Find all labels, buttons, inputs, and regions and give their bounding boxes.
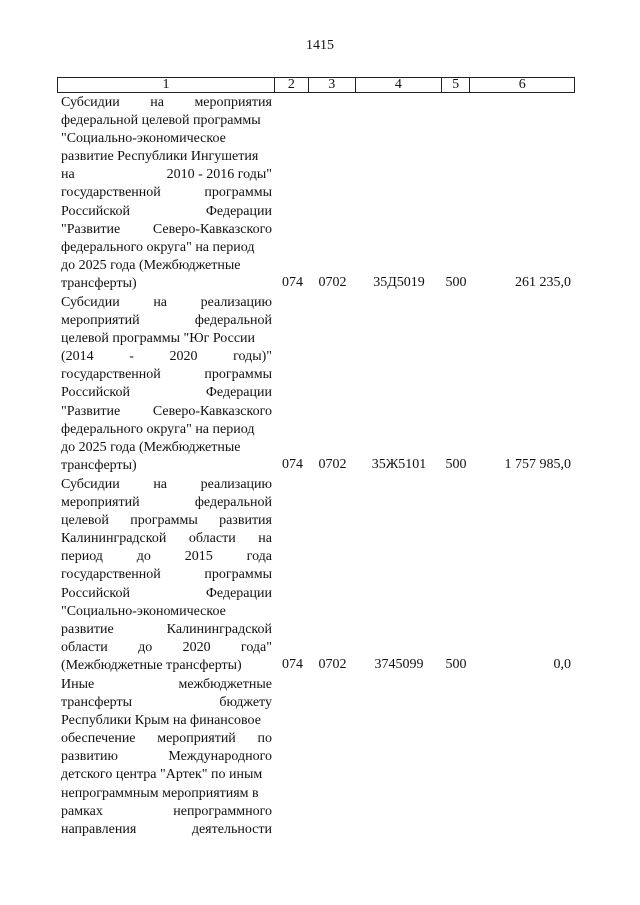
description-line [61,403,272,421]
description-word: обеспечение [61,731,136,747]
description-word: государственной [61,185,161,201]
amount-value: 0,0 [553,657,571,672]
description-line [61,766,272,784]
description-line [61,785,272,803]
description-line [61,530,272,548]
description-line [61,239,272,257]
description-word: деятельности [191,821,272,837]
description-line [61,330,272,348]
description-word: "Развитие [61,221,121,237]
description-line [61,512,272,530]
description-line [61,312,272,330]
description-word: по [257,731,272,747]
description-word: программы [204,185,272,201]
description-line [61,348,272,366]
description-word: 2020 [169,349,198,365]
description-line [61,421,272,439]
description-line [61,275,272,293]
description-word: области [188,531,236,547]
description-word: 2015 [184,549,213,565]
description-word: (Межбюджетные трансферты) [61,657,242,673]
row-description [61,294,272,475]
description-line [61,476,272,494]
description-line [61,712,272,730]
description-word: годы)" [233,349,272,365]
description-word: мероприятий [157,731,236,747]
description-word: мероприятия [194,95,272,110]
target-code: 35Ж5101 [371,456,427,472]
description-word: Субсидии [61,295,120,310]
description-line [61,384,272,402]
description-word: государственной [61,567,161,583]
target-code: 35Д5019 [373,275,425,290]
description-word: Северо-Кавказского [152,403,272,419]
description-word: Иные [61,677,95,692]
description-line [61,94,272,112]
description-line [61,257,272,275]
row-codes [276,456,575,474]
description-word: государственной [61,367,161,383]
target-code: 3745099 [374,657,424,672]
description-line [61,457,272,475]
description-word: целевой [61,513,109,529]
column-header-4: 4 [355,78,441,92]
description-line [61,294,272,312]
description-word: бюджету [219,695,272,711]
description-word: Калининградской [166,621,272,637]
description-word: развития [219,513,272,529]
description-word: до 2025 года (Межбюджетные [61,439,241,455]
description-line [61,439,272,457]
description-word: на [153,295,168,310]
description-word: Российской [61,203,130,219]
description-word: "Развитие [61,403,121,419]
description-word: реализацию [200,477,272,492]
column-header-1: 1 [162,77,170,92]
description-line [61,494,272,512]
description-word: до [136,549,151,565]
description-word: Северо-Кавказского [152,221,272,237]
description-word: целевой программы "Юг России [61,331,256,347]
description-line [61,548,272,566]
section-code: 0702 [318,456,347,472]
description-word: до [138,639,153,655]
description-line [61,130,272,148]
description-word: на [258,531,272,547]
description-word: на [61,167,75,183]
description-word: направления [61,821,137,837]
description-word: рамках [61,803,103,819]
description-word: федеральной [194,313,272,329]
description-word: непрограммным мероприятиям в [61,785,259,801]
description-word: межбюджетные [178,677,272,692]
expense-type-code: 500 [445,657,467,672]
description-word: детского центра "Артек" по иным [61,767,263,783]
description-word: программы [204,367,272,383]
amount-value: 1 757 985,0 [504,456,571,472]
description-word: реализацию [200,295,272,310]
description-word: трансферты) [61,275,137,291]
description-word: программы [204,567,272,583]
section-code: 0702 [318,657,347,672]
description-word: период [61,549,103,565]
description-word: Субсидии [61,95,120,110]
description-word: до 2025 года (Межбюджетные [61,257,241,273]
description-word: непрограммного [173,803,272,819]
amount-value: 261 235,0 [515,275,571,290]
description-line [61,366,272,384]
row-description [61,476,272,675]
row-codes [276,656,575,674]
row-description [61,94,272,293]
description-word: - [129,349,134,365]
ministry-code: 074 [282,657,303,672]
description-line [61,603,272,621]
page-number: 1415 [306,38,334,53]
row-codes [276,274,575,292]
description-word: года [246,549,272,565]
description-line [61,203,272,221]
row-description [61,676,272,839]
description-word: (2014 [61,349,94,365]
description-word: "Социально-экономическое [61,131,226,147]
description-word: Федерации [205,585,272,601]
description-line [61,639,272,657]
description-line [61,621,272,639]
description-word: на [153,477,168,492]
expense-type-code: 500 [445,456,467,472]
description-line [61,803,272,821]
description-word: трансферты [61,695,133,711]
description-line [61,694,272,712]
description-word: на [150,95,164,110]
column-header-3: 3 [308,78,355,92]
description-line [61,166,272,184]
expense-type-code: 500 [445,275,467,290]
description-word: развитие [61,621,114,637]
section-code: 0702 [318,275,347,290]
description-word: федерального округа" на период [61,239,255,255]
description-line [61,566,272,584]
description-word: 2010 - 2016 годы" [166,167,272,183]
description-word: Российской [61,385,130,401]
description-word: Субсидии [61,477,120,492]
table-header-row [57,77,575,93]
description-line [61,821,272,839]
description-word: Федерации [205,203,272,219]
description-word: области [61,639,108,655]
description-word: Калининградской [61,531,167,547]
description-word: развитие Республики Ингушетия [61,149,259,165]
description-line [61,221,272,239]
description-line [61,184,272,202]
ministry-code: 074 [282,456,303,472]
ministry-code: 074 [282,275,303,290]
description-line [61,748,272,766]
description-word: развитию [61,749,118,765]
column-header-2: 2 [274,78,308,92]
description-line [61,676,272,694]
description-word: федерального округа" на период [61,421,255,437]
description-word: "Социально-экономическое [61,603,226,619]
description-word: программы [130,513,198,529]
description-word: Федерации [205,385,272,401]
description-word: Международного [168,749,272,765]
column-header-5: 5 [441,78,470,92]
description-word: Республики Крым на финансовое [61,713,261,729]
description-word: Российской [61,585,130,601]
description-line [61,657,272,675]
description-word: мероприятий [61,313,140,329]
description-word: трансферты) [61,457,137,473]
column-header-6: 6 [469,78,574,92]
description-word: мероприятий [61,495,140,511]
description-line [61,730,272,748]
description-line [61,585,272,603]
description-word: года" [240,639,272,655]
description-word: 2020 [182,639,211,655]
description-word: федеральной целевой программы [61,113,261,129]
description-line [61,148,272,166]
description-word: федеральной [194,495,272,511]
description-line [61,112,272,130]
